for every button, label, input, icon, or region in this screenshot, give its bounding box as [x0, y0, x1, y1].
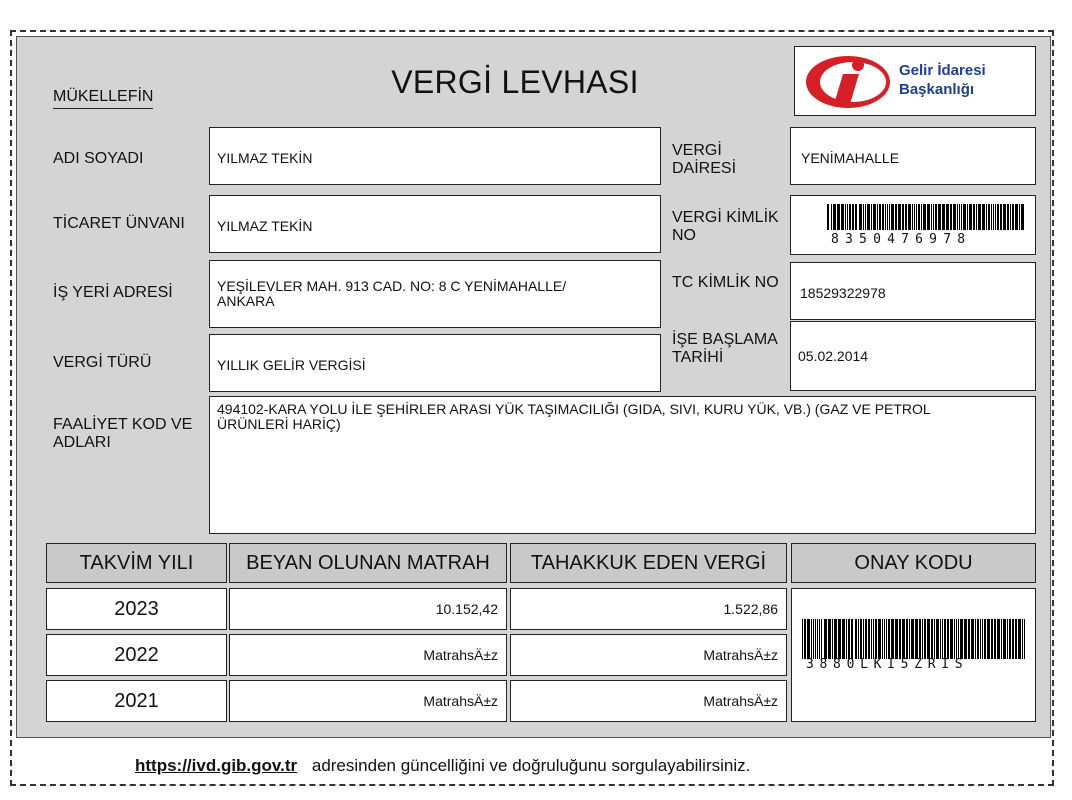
value-adres-line1: YEŞİLEVLER MAH. 913 CAD. NO: 8 C YENİMAHALLE/ [217, 278, 567, 294]
barcode-bar [958, 619, 959, 659]
barcode-bar [931, 619, 933, 659]
barcode-bar [886, 619, 887, 659]
label-tc-kimlik-no: TC KİMLİK NO [672, 274, 779, 291]
section-label: MÜKELLEFİN [53, 88, 153, 109]
barcode-bar [1015, 619, 1017, 659]
label-faaliyet-line2: ADLARI [53, 434, 111, 451]
onay-kodu-cell [791, 588, 1036, 722]
barcode-bar [973, 204, 975, 230]
label-faaliyet [53, 416, 192, 452]
barcode-bar [834, 619, 837, 659]
header-tahakkuk-vergi: TAHAKKUK EDEN VERGİ [510, 543, 787, 583]
value-faaliyet [217, 402, 931, 432]
cell-matrah-2021: MatrahsÄ±z [229, 680, 507, 722]
barcode-bar [1001, 619, 1002, 659]
barcode-bar [838, 619, 841, 659]
barcode-bar [969, 204, 972, 230]
barcode-bar [914, 204, 915, 230]
footer-url-link[interactable]: https://ivd.gib.gov.tr [135, 756, 298, 775]
barcode-bar [915, 619, 918, 659]
field-tc-kimlik-no [790, 262, 1036, 320]
label-vkn-line1: VERGİ KİMLİK [672, 209, 779, 226]
label-ise-baslama-line1: İŞE BAŞLAMA [672, 331, 778, 348]
gib-logo [794, 46, 1036, 116]
barcode-bar [891, 204, 894, 230]
barcode-bar [837, 204, 840, 230]
field-ise-baslama [790, 321, 1036, 391]
barcode-bar [911, 619, 914, 659]
barcode-bar [852, 204, 854, 230]
label-vergi-kimlik-no [672, 209, 779, 245]
barcode-bar [841, 204, 844, 230]
barcode-bar [804, 619, 806, 659]
barcode-bar [922, 619, 923, 659]
barcode-bar [1012, 619, 1014, 659]
label-ise-baslama [672, 331, 778, 367]
barcode-bar [938, 204, 941, 230]
barcode-bar [957, 204, 958, 230]
barcode-bar [895, 204, 897, 230]
barcode-bar [873, 619, 874, 659]
barcode-bar [991, 204, 992, 230]
barcode-bar [950, 619, 953, 659]
barcode-bar [936, 619, 939, 659]
cell-vergi-2023: 1.522,86 [510, 588, 787, 630]
barcode-bar [877, 204, 878, 230]
barcode-bar [935, 204, 937, 230]
label-adi-soyadi: ADI SOYADI [53, 150, 144, 167]
cell-vergi-2022: MatrahsÄ±z [510, 634, 787, 676]
label-vergi-dairesi-line1: VERGİ [672, 142, 722, 159]
barcode-bar [968, 619, 970, 659]
barcode-bar [934, 619, 935, 659]
barcode-bar [807, 619, 810, 659]
barcode-bar [828, 619, 831, 659]
value-tc-kimlik-no: 18529322978 [800, 285, 886, 301]
barcode-bar [912, 204, 913, 230]
barcode-bar [898, 204, 901, 230]
barcode-bar [997, 619, 1000, 659]
field-faaliyet [209, 396, 1036, 534]
value-is-yeri-adresi [217, 279, 566, 309]
barcode-bar [918, 204, 920, 230]
barcode-bar [867, 204, 870, 230]
value-adi-soyadi: YILMAZ TEKİN [217, 150, 313, 166]
barcode-bar [863, 204, 864, 230]
barcode-bar [899, 619, 901, 659]
label-ticaret-unvani: TİCARET ÜNVANI [53, 215, 185, 232]
barcode-bar [993, 204, 994, 230]
barcode-bar [884, 619, 885, 659]
barcode-bar [855, 619, 857, 659]
barcode-bar [859, 204, 862, 230]
field-adi-soyadi [209, 127, 661, 185]
barcode-bar [984, 619, 986, 659]
cell-year-2021: 2021 [46, 680, 227, 722]
barcode-bar [1024, 619, 1025, 659]
barcode-bar [842, 619, 845, 659]
barcode-bar [933, 204, 934, 230]
barcode-bar [888, 619, 890, 659]
barcode-bar [987, 619, 990, 659]
barcode-bar [1022, 619, 1023, 659]
barcode-bar [1007, 619, 1008, 659]
barcode-bar [977, 619, 979, 659]
header-takvim-yili: TAKVİM YILI [46, 543, 227, 583]
value-adres-line2: ANKARA [217, 293, 275, 309]
cell-matrah-2023: 10.152,42 [229, 588, 507, 630]
barcode-bar [821, 619, 822, 659]
header-onay-kodu: ONAY KODU [791, 543, 1036, 583]
barcode-bar [879, 204, 881, 230]
vkn-barcode-digits: 8350476978 [831, 232, 972, 247]
barcode-bar [868, 619, 870, 659]
barcode-bar [946, 204, 949, 230]
barcode-bar [978, 204, 981, 230]
barcode-bar [855, 204, 857, 230]
barcode-bar [813, 619, 814, 659]
document-title: VERGİ LEVHASI [391, 64, 639, 100]
barcode-bar [817, 619, 818, 659]
barcode-bar [878, 619, 881, 659]
cell-year-2023: 2023 [46, 588, 227, 630]
cell-vergi-2021: MatrahsÄ±z [510, 680, 787, 722]
barcode-bar [1003, 204, 1006, 230]
label-vergi-dairesi [672, 142, 736, 178]
barcode-bar [902, 619, 905, 659]
header-beyan-matrah: BEYAN OLUNAN MATRAH [229, 543, 507, 583]
barcode-bar [956, 619, 957, 659]
barcode-bar [882, 619, 883, 659]
logo-text [899, 61, 986, 99]
barcode-bar [824, 619, 827, 659]
barcode-bar [885, 204, 886, 230]
barcode-bar [963, 204, 966, 230]
value-faaliyet-line2: ÜRÜNLERİ HARİÇ) [217, 416, 341, 432]
footer-text: adresinden güncelliğini ve doğruluğunu sorgulayabilirsiniz. [311, 756, 751, 775]
barcode-bar [953, 204, 956, 230]
barcode-bar [906, 619, 908, 659]
barcode-bar [921, 204, 922, 230]
value-ticaret-unvani: YILMAZ TEKİN [217, 218, 313, 234]
barcode-bar [863, 619, 864, 659]
barcode-bar [831, 204, 832, 230]
barcode-bar [873, 204, 876, 230]
gib-logo-icon [803, 52, 893, 112]
barcode-bar [1015, 204, 1018, 230]
label-vergi-turu: VERGİ TÜRÜ [53, 354, 152, 371]
barcode-bar [942, 619, 943, 659]
barcode-bar [923, 204, 926, 230]
barcode-bar [887, 204, 888, 230]
label-vergi-dairesi-line2: DAİRESİ [672, 160, 737, 177]
barcode-bar [980, 619, 981, 659]
barcode-bar [905, 204, 907, 230]
barcode-bar [964, 619, 967, 659]
barcode-bar [991, 619, 993, 659]
barcode-bar [851, 619, 853, 659]
barcode-bar [847, 204, 848, 230]
barcode-bar [1007, 204, 1009, 230]
barcode-bar [875, 619, 877, 659]
field-vergi-dairesi [790, 127, 1036, 185]
logo-line1: Gelir İdaresi [899, 62, 986, 79]
barcode-bar [895, 619, 898, 659]
field-ticaret-unvani [209, 195, 661, 253]
barcode-bar [947, 619, 949, 659]
barcode-bar [860, 619, 862, 659]
barcode-bar [1003, 619, 1006, 659]
barcode-bar [942, 204, 945, 230]
barcode-bar [976, 204, 977, 230]
label-is-yeri-adresi: İŞ YERİ ADRESİ [53, 284, 173, 301]
barcode-bar [927, 204, 930, 230]
barcode-bar [815, 619, 816, 659]
barcode-bar [975, 619, 976, 659]
onay-barcode [802, 619, 1028, 659]
barcode-bar [940, 619, 941, 659]
barcode-bar [848, 619, 850, 659]
barcode-bar [865, 204, 866, 230]
cell-year-2022: 2022 [46, 634, 227, 676]
barcode-bar [995, 204, 996, 230]
barcode-bar [811, 619, 812, 659]
barcode-bar [994, 619, 996, 659]
barcode-bar [950, 204, 952, 230]
barcode-bar [865, 619, 867, 659]
barcode-bar [819, 619, 820, 659]
barcode-bar [961, 204, 962, 230]
barcode-bar [986, 204, 987, 230]
barcode-bar [944, 619, 946, 659]
barcode-bar [1019, 204, 1020, 230]
label-vkn-line2: NO [672, 227, 696, 244]
footer [135, 756, 750, 776]
barcode-bar [858, 619, 859, 659]
barcode-bar [832, 619, 833, 659]
barcode-bar [802, 619, 803, 659]
barcode-bar [827, 204, 829, 230]
field-vergi-kimlik-no [790, 195, 1036, 255]
field-vergi-turu [209, 334, 661, 392]
onay-barcode-digits: 3880LKI5ZRIS [806, 657, 969, 672]
field-is-yeri-adresi [209, 260, 661, 328]
barcode-bar [1012, 204, 1014, 230]
barcode-bar [959, 204, 960, 230]
barcode-bar [954, 619, 955, 659]
barcode-bar [967, 204, 968, 230]
barcode-bar [882, 204, 884, 230]
barcode-bar [889, 204, 890, 230]
barcode-bar [982, 619, 983, 659]
barcode-bar [919, 619, 921, 659]
barcode-bar [846, 619, 847, 659]
barcode-bar [1021, 204, 1024, 230]
vkn-barcode [827, 204, 1027, 230]
barcode-bar [833, 204, 836, 230]
barcode-bar [1010, 204, 1011, 230]
value-vergi-turu: YILLIK GELİR VERGİSİ [217, 357, 366, 373]
barcode-bar [982, 204, 985, 230]
barcode-bar [909, 619, 910, 659]
label-ise-baslama-line2: TARİHİ [672, 349, 724, 366]
value-faaliyet-line1: 494102-KARA YOLU İLE ŞEHİRLER ARASI YÜK TAŞIMACILIĞI (GIDA, SIVI, KURU YÜK, VB.) (GAZ VE PETROL [217, 401, 931, 417]
cell-matrah-2022: MatrahsÄ±z [229, 634, 507, 676]
barcode-bar [1018, 619, 1021, 659]
barcode-bar [908, 204, 911, 230]
barcode-bar [1009, 619, 1011, 659]
barcode-bar [871, 619, 872, 659]
barcode-bar [931, 204, 932, 230]
value-ise-baslama: 05.02.2014 [798, 348, 869, 364]
barcode-bar [916, 204, 917, 230]
barcode-bar [849, 204, 851, 230]
barcode-bar [902, 204, 904, 230]
barcode-bar [927, 619, 930, 659]
barcode-bar [871, 204, 872, 230]
barcode-bar [924, 619, 926, 659]
barcode-bar [997, 204, 999, 230]
barcode-bar [845, 204, 846, 230]
barcode-bar [960, 619, 963, 659]
barcode-bar [1000, 204, 1002, 230]
barcode-bar [971, 619, 974, 659]
barcode-bar [988, 204, 990, 230]
barcode-bar [891, 619, 894, 659]
label-faaliyet-line1: FAALİYET KOD VE [53, 416, 193, 433]
logo-line2: Başkanlığı [899, 81, 975, 98]
value-vergi-dairesi: YENİMAHALLE [801, 150, 900, 166]
